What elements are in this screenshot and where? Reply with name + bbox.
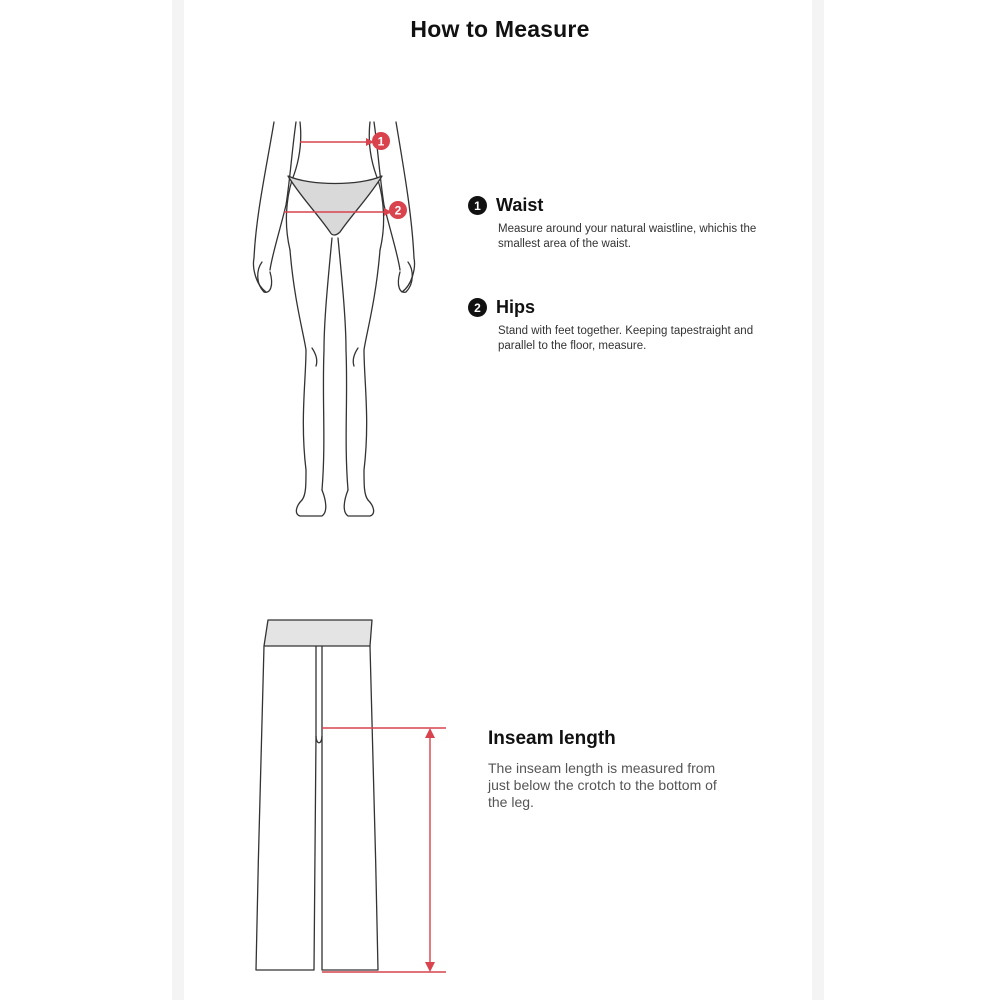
step-title: Waist: [496, 195, 544, 215]
svg-text:2: 2: [394, 203, 402, 218]
step-description: Measure around your natural waistline, whichis the smallest area of the waist.: [498, 223, 757, 250]
inseam-description: The inseam length is measured from just below the crotch to the bottom of the leg.: [488, 760, 717, 810]
step-description: Stand with feet together. Keeping tapestraight and parallel to the floor, measure.: [498, 325, 754, 352]
inseam-section: [488, 728, 738, 811]
step-waist: [468, 195, 768, 252]
pants-illustration: [250, 610, 450, 980]
body-figure-illustration: [240, 115, 430, 525]
step-hips: [468, 297, 768, 354]
left-page-shadow: [172, 0, 184, 1000]
page-title: How to Measure: [410, 16, 590, 42]
step-title: Hips: [496, 297, 536, 317]
hip-marker: [389, 201, 407, 219]
svg-text:1: 1: [377, 134, 385, 149]
inseam-title: Inseam length: [488, 728, 616, 749]
step-number-badge: 1: [468, 196, 487, 215]
right-page-shadow: [812, 0, 824, 1000]
waist-marker: [372, 132, 390, 150]
step-number-badge: 2: [468, 298, 487, 317]
